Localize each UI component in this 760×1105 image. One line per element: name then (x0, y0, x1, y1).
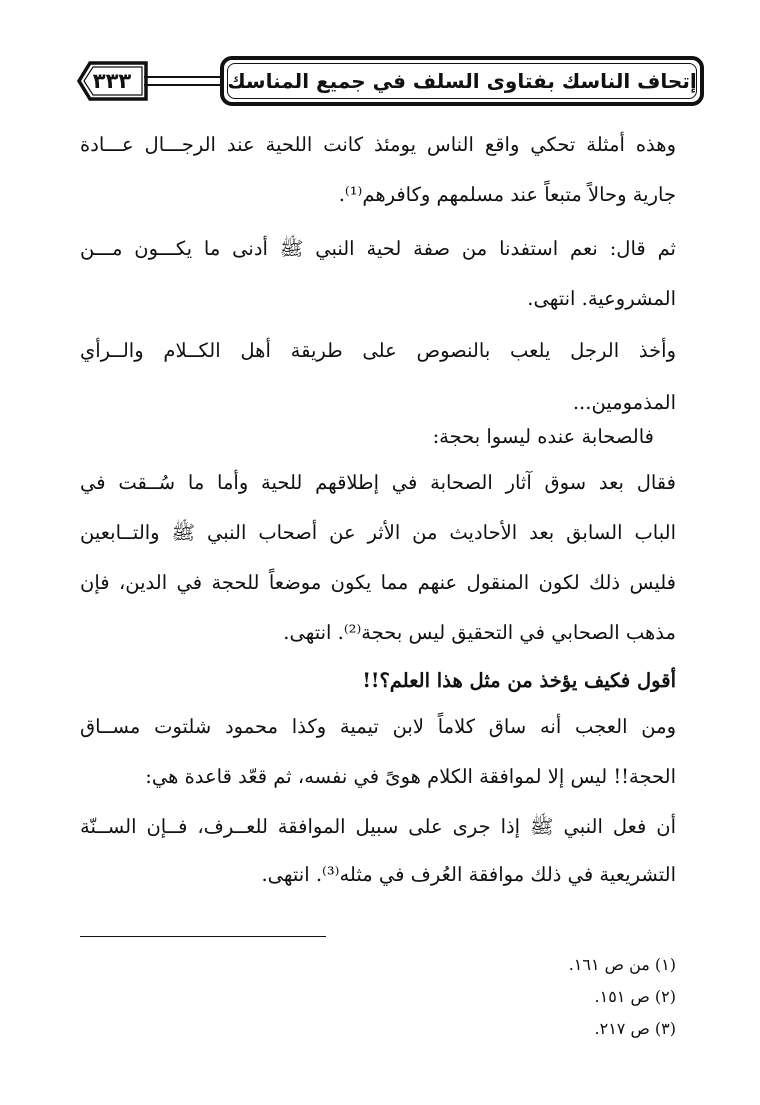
running-title: إتحاف الناسك بفتاوى السلف في جميع المناسك (227, 69, 697, 93)
page-header (64, 56, 704, 116)
text-line: ومن العجب أنه ساق كلاماً لابن تيمية وكذا محمود شلتوت مســاق (80, 715, 676, 738)
running-title-frame (220, 56, 704, 106)
footnote-1: (١) من ص ١٦١. (568, 955, 676, 974)
footnote-separator (80, 936, 326, 937)
footnote-3: (٣) ص ٢١٧. (594, 1019, 676, 1038)
text-line: أن فعل النبي ﷺ إذا جرى على سبيل الموافقة للعــرف، فــإن الســنّة (80, 815, 676, 838)
text-line: الباب السابق بعد الأحاديث من الأثر عن أصحاب النبي ﷺ والتــابعين (80, 521, 676, 544)
page-number: ٣٣٣ (92, 69, 132, 93)
bold-heading: أقول فكيف يؤخذ من مثل هذا العلم؟!! (362, 669, 676, 692)
text-line: وأخذ الرجل يلعب بالنصوص على طريقة أهل الكــلام والــرأي (80, 339, 676, 362)
text-line: المذمومين... (572, 391, 676, 414)
text-line: ثم قال: نعم استفدنا من صفة لحية النبي ﷺ أدنى ما يكـــون مـــن (80, 237, 676, 260)
section-subheading: فالصحابة عنده ليسوا بحجة: (432, 425, 654, 448)
text-line: التشريعية في ذلك موافقة العُرف في مثله⁽³⁾. انتهى. (261, 863, 676, 886)
text-line: وهذه أمثلة تحكي واقع الناس يومئذ كانت اللحية عند الرجـــال عـــادة (80, 133, 676, 156)
footnote-2: (٢) ص ١٥١. (594, 987, 676, 1006)
text-line: جارية وحالاً متبعاً عند مسلمهم وكافرهم⁽¹⁾. (338, 183, 676, 206)
text-line: فليس ذلك لكون المنقول عنهم مما يكون موضعاً للحجة في الدين، فإن (80, 571, 676, 594)
header-connector-line (144, 76, 220, 86)
text-line: الحجة!! ليس إلا لموافقة الكلام هوىً في نفسه، ثم قعّد قاعدة هي: (145, 765, 676, 788)
text-line: فقال بعد سوق آثار الصحابة في إطلاقهم للحية وأما ما سُــقت في (80, 471, 676, 494)
page-number-frame (76, 60, 148, 102)
text-line: مذهب الصحابي في التحقيق ليس بحجة⁽²⁾. انتهى. (283, 621, 676, 644)
text-line: المشروعية. انتهى. (527, 287, 676, 310)
